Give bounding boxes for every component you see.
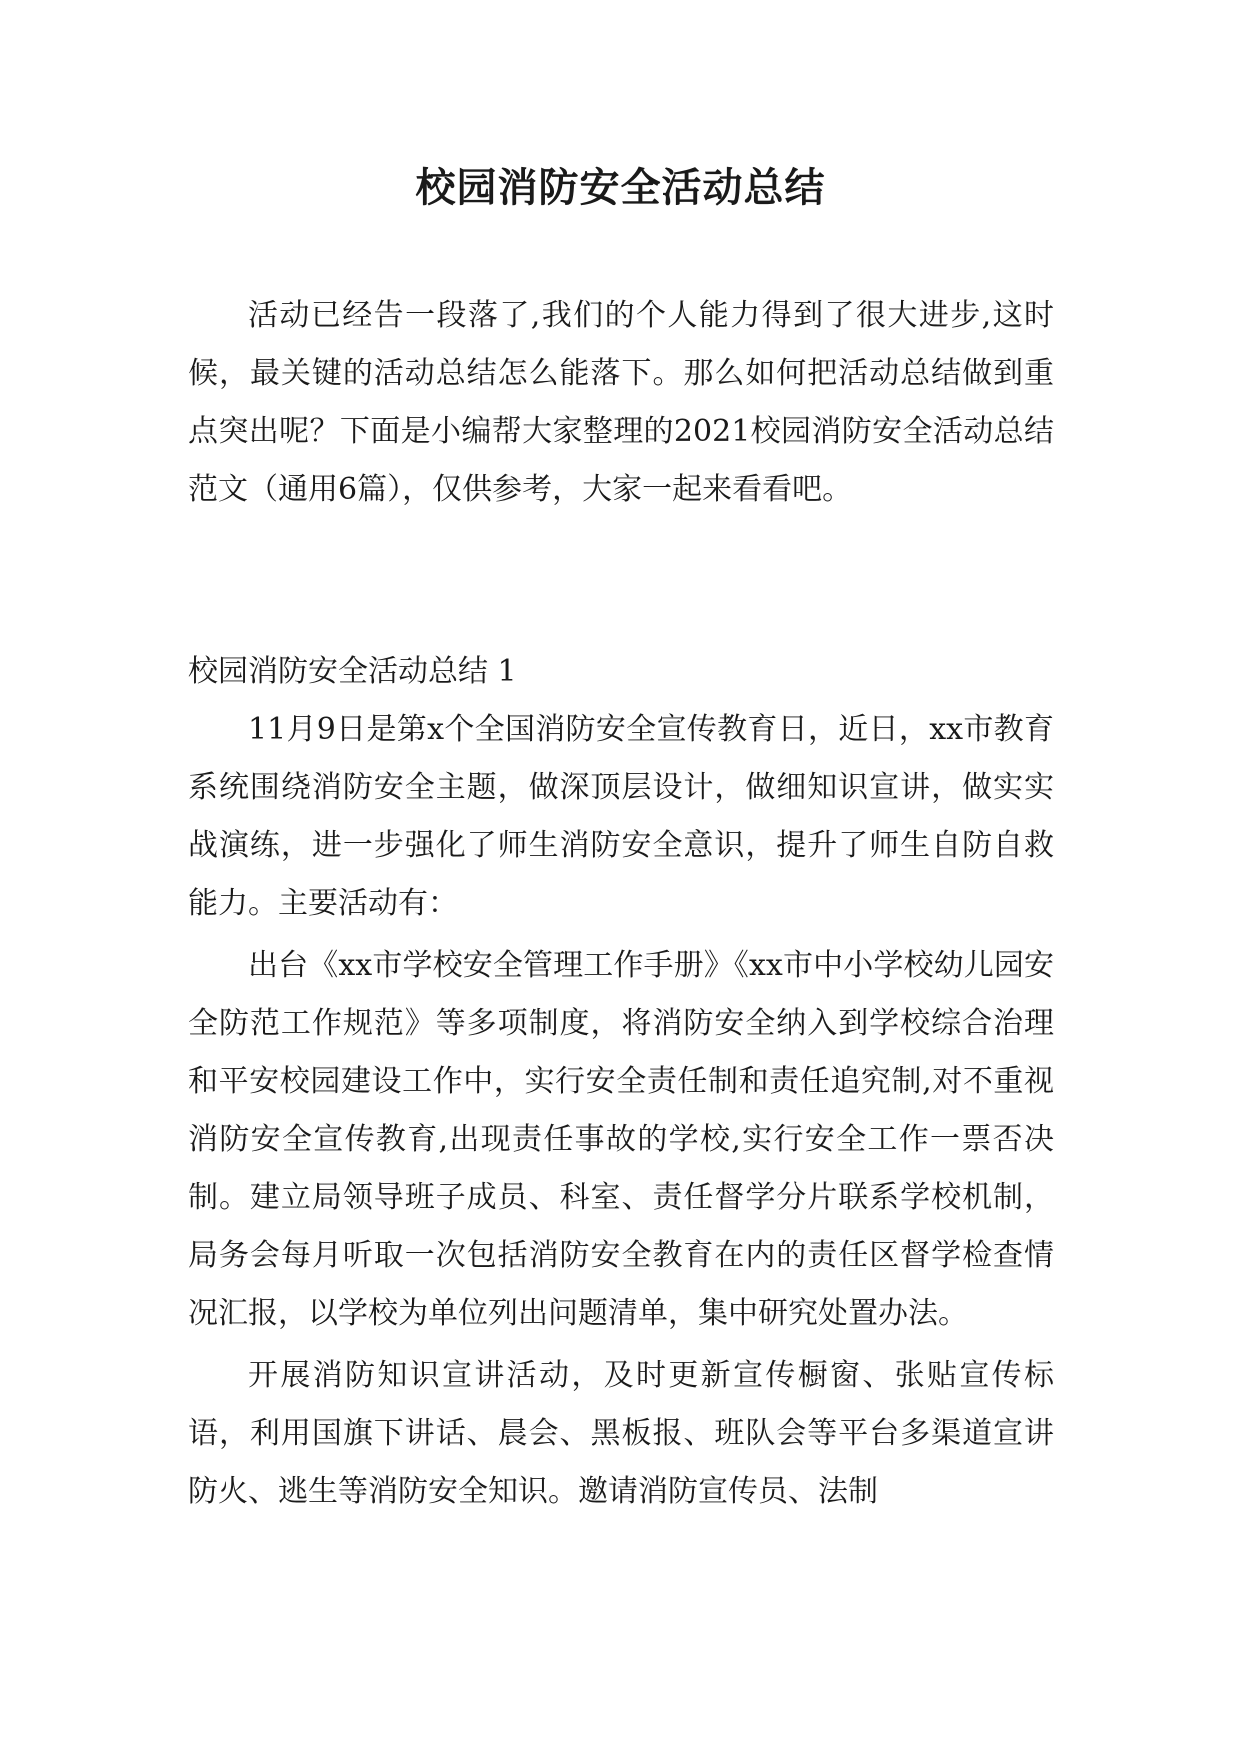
body-paragraph: 开展消防知识宣讲活动，及时更新宣传橱窗、张贴宣传标语，利用国旗下讲话、晨会、黑板报、班队会等平台多渠道宣讲防火、逃生等消防安全知识。邀请消防宣传员、法制 xyxy=(188,1358,1054,1509)
body-paragraph: 出台《xx市学校安全管理工作手册》《xx市中小学校幼儿园安全防范工作规范》等多项制度，将消防安全纳入到学校综合治理和平安校园建设工作中，实行安全责任制和责任追究制,对不重视消防安全宣传教育,出现责任事故的学校,实行安全工作一票否决制。建立局领导班子成员、科室、责任督学分片联系学校机制，局务会每月听取一次包括消防安全教育在内的责任区督学检查情况汇报，以学校为单位列出问题清单，集中研究处置办法。 xyxy=(188,948,1054,1331)
intro-paragraph: 活动已经告一段落了,我们的个人能力得到了很大进步,这时候，最关键的活动总结怎么能落下。那么如何把活动总结做到重点突出呢？下面是小编帮大家整理的2021校园消防安全活动总结范文（通用6篇），仅供参考，大家一起来看看吧。 xyxy=(188,298,1054,507)
section-1 xyxy=(188,643,1054,1521)
body-paragraph: 11月9日是第x个全国消防安全宣传教育日，近日，xx市教育系统围绕消防安全主题，做深顶层设计，做细知识宣讲，做实实战演练，进一步强化了师生消防安全意识，提升了师生自防自救能力。主要活动有： xyxy=(188,712,1054,921)
section-heading: 校园消防安全活动总结 1 xyxy=(188,654,517,689)
intro-block xyxy=(188,287,1054,519)
document-title: 校园消防安全活动总结 xyxy=(415,164,826,211)
